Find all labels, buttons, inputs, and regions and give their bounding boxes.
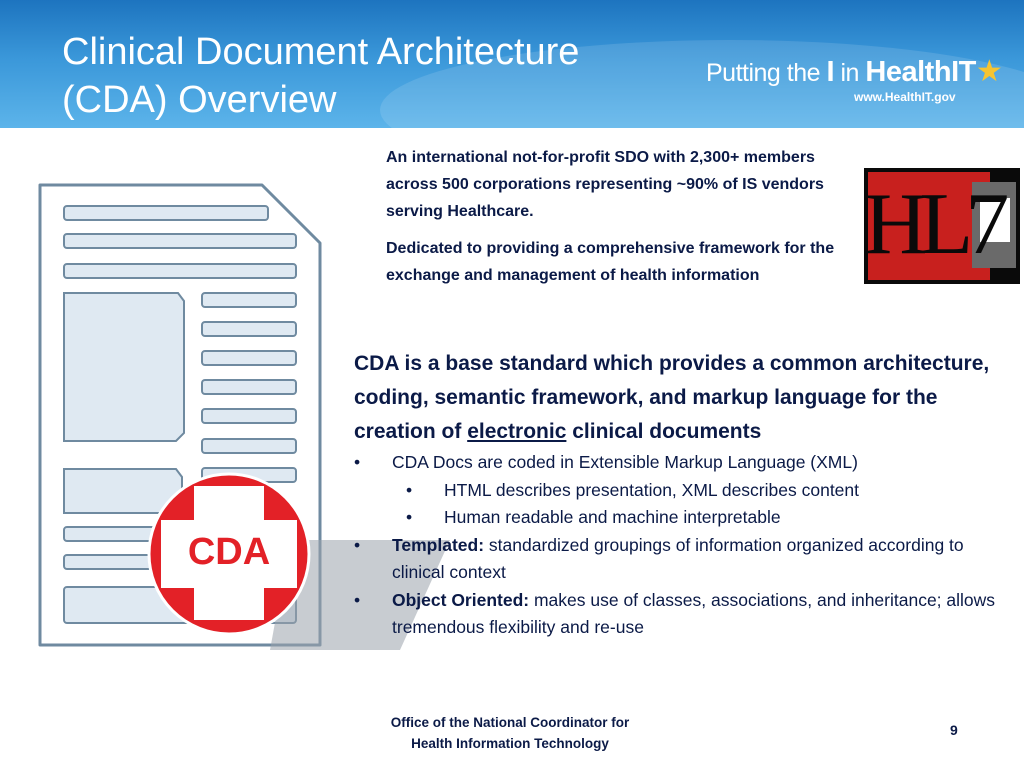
logo-url: www.HealthIT.gov	[854, 90, 956, 104]
hl7-intro	[386, 144, 856, 299]
footer-line-1: Office of the National Coordinator for	[390, 715, 630, 730]
bullet-xml: • CDA Docs are coded in Extensible Markup Language (XML)	[354, 449, 1004, 477]
bullet-human-readable: • Human readable and machine interpretable	[354, 504, 1004, 532]
star-icon: ★	[975, 55, 1003, 88]
cda-bullet-list	[354, 449, 1004, 642]
footer-line-2: Health Information Technology	[411, 736, 609, 751]
hl7-logo-text: HL7	[864, 176, 1002, 273]
electronic-underlined: electronic	[467, 420, 567, 443]
cda-badge-label: CDA	[187, 531, 271, 573]
bullet-object-oriented: • Object Oriented: makes use of classes, associations, and inheritance; allows tremendous flexibility and re-use	[354, 587, 1004, 642]
page-number: 9	[950, 722, 958, 738]
title-line-1: Clinical Document Architecture	[62, 31, 580, 73]
main-content	[354, 347, 1004, 642]
logo-wordmark: Putting the I in HealthIT	[706, 56, 976, 88]
intro-paragraph-2: Dedicated to providing a comprehensive framework for the exchange and management of health information	[386, 240, 835, 284]
hl7-logo	[864, 168, 1020, 284]
healthit-logo	[706, 54, 1003, 104]
title-line-2: (CDA) Overview	[62, 79, 337, 121]
cda-lead-statement: CDA is a base standard which provides a common architecture, coding, semantic framework, and markup language for the creation of electronic clinical documents	[354, 352, 990, 443]
header-banner	[0, 0, 1024, 128]
slide-title	[62, 28, 579, 124]
intro-paragraph-1: An international not-for-profit SDO with 2,300+ members across 500 corporations representing ~90% of IS vendors serving Healthcare.	[386, 149, 824, 220]
bullet-html-xml: • HTML describes presentation, XML describes content	[354, 477, 1004, 505]
footer-office	[360, 712, 660, 754]
bullet-templated: • Templated: standardized groupings of information organized according to clinical context	[354, 532, 1004, 587]
